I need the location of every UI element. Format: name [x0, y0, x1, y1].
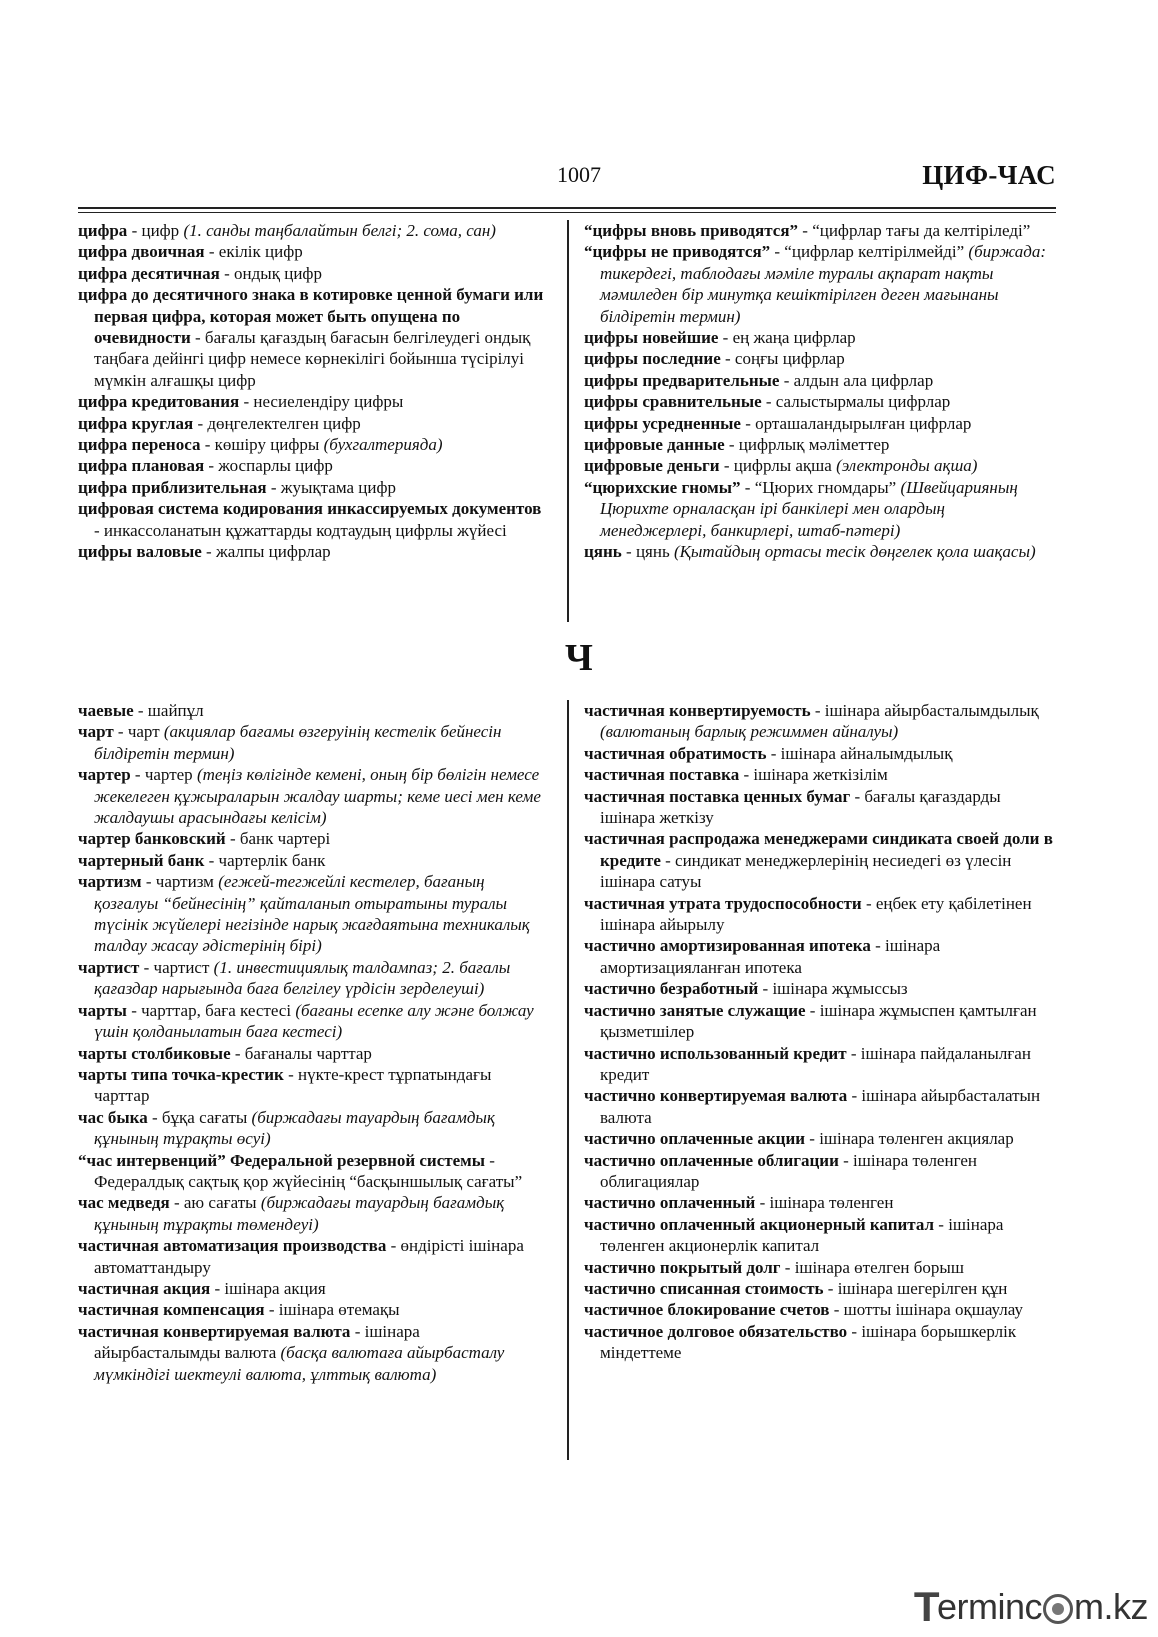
entry-note: (егжей-тегжейлі кестелер, бағаның қозғалуы “бейнесінің” қайталанып отыратыны туралы түсінік жүйелері негізінде нарық жағдаятына техникалық талдау жасау әдістерінің бірі): [94, 872, 530, 956]
entry-translation: - жалпы цифрлар: [201, 542, 331, 562]
entry-note: (акциялар бағамы өзгеруінің кестелік бейнесін білдіретін термин): [94, 722, 502, 763]
entry-term: цифры усредненные: [584, 413, 741, 433]
entry-note: (Қытайдың ортасы тесік дөңгелек қола шақасы): [673, 542, 1036, 562]
entry-term: час быка: [78, 1107, 148, 1127]
entry-translation: - чартизм: [141, 872, 219, 892]
bottom-left-column: [78, 700, 544, 1385]
entry-term: частичная утрата трудоспособности: [584, 893, 862, 913]
dictionary-entry: [584, 1321, 1054, 1364]
dictionary-entry: [584, 1192, 1054, 1213]
entry-note: (1. инвестициялық талдампаз; 2. бағалы қағаздар нарығында баға белгілеу үрдісін зерделеуші): [94, 957, 511, 999]
entry-translation: - бұқа сағаты: [147, 1107, 252, 1127]
dictionary-entry: [584, 828, 1054, 892]
entry-term: частично занятые служащие: [584, 1000, 806, 1020]
entry-translation: - салыстырмалы цифрлар: [761, 392, 951, 412]
entry-term: цифры сравнительные: [584, 392, 762, 412]
entry-note: (биржадағы тауардың бағамдық құнының тұрақты төмендеуі): [94, 1193, 505, 1234]
entry-translation: - ішінара айырбасталымды валюта: [94, 1321, 420, 1363]
dictionary-entry: [584, 391, 1054, 412]
section-letter: Ч: [565, 637, 593, 679]
dictionary-entry: [78, 477, 544, 498]
entry-translation: - ішінара борышкерлік міндеттеме: [600, 1321, 1017, 1363]
entry-term: частично списанная стоимость: [584, 1278, 824, 1298]
dictionary-entry: [78, 1321, 544, 1385]
dictionary-entry: [584, 370, 1054, 391]
dictionary-entry: [78, 828, 544, 849]
entry-translation: - шайпұл: [133, 701, 204, 720]
dictionary-entry: [78, 850, 544, 871]
entry-term: “цифры вновь приводятся”: [584, 221, 799, 240]
entry-term: частичная конвертируемая валюта: [78, 1321, 351, 1341]
entry-term: частичная конвертируемость: [584, 701, 811, 720]
dictionary-entry: [584, 1214, 1054, 1257]
entry-translation: - “цифрлар келтірілмейді”: [770, 242, 969, 262]
dictionary-entry: [584, 935, 1054, 978]
entry-translation: - “Цюрих гномдары”: [740, 477, 901, 497]
entry-note: (теңіз көлігінде кемені, оның бір бөлігін немесе жекелеген құжыраларын жалдау шарты; кеме иесі мен кеме жалдаушы арасындағы келісім): [94, 765, 541, 828]
dictionary-entry: [78, 1299, 544, 1320]
entry-term: цянь: [584, 542, 622, 562]
entry-term: цифра переноса: [78, 435, 201, 455]
header-rule: [78, 207, 1056, 209]
entry-translation: - шотты ішінара оқшаулау: [829, 1300, 1023, 1320]
dictionary-entry: [584, 241, 1054, 327]
entry-translation: - несиелендіру цифры: [239, 392, 404, 412]
dictionary-entry: [584, 220, 1054, 241]
entry-term: цифры новейшие: [584, 328, 719, 348]
dictionary-entry: [78, 391, 544, 412]
entry-note: (бағаны есепке алу және болжау үшін қолданылатын баға кестесі): [94, 1000, 534, 1042]
entry-note: (биржада: тикердегі, таблодағы мәміле туралы ақпарат нақты мәмиледен бір минутқа кешіктірілген деген мағынаны білдіретін термин): [600, 242, 1047, 326]
entry-term: частично оплаченный: [584, 1193, 756, 1213]
entry-translation: - цифрлық мәліметтер: [724, 435, 890, 455]
dictionary-entry: [78, 220, 544, 241]
entry-translation: - ішінара төленген облигациялар: [600, 1150, 977, 1191]
entry-translation: - көшіру цифры: [200, 435, 324, 455]
dictionary-entry: [584, 1299, 1054, 1320]
entry-translation: - ішінара жеткізілім: [739, 765, 888, 785]
top-right-column: [584, 220, 1054, 563]
entry-translation: - “цифрлар тағы да келтіріледі”: [798, 221, 1031, 240]
entry-translation: - ішінара айналымдылық: [766, 743, 953, 763]
dictionary-entry: [584, 978, 1054, 999]
dictionary-entry: [78, 721, 544, 764]
entry-term: цифра до десятичного знака в котировке ценной бумаги или первая цифра, которая может быть опущена по очевидности: [78, 285, 544, 348]
entry-term: цифра приблизительная: [78, 477, 267, 497]
dictionary-entry: [584, 1150, 1054, 1193]
entry-term: чартизм: [78, 872, 142, 892]
entry-translation: - аю сағаты: [169, 1193, 261, 1213]
dictionary-entry: [78, 498, 544, 541]
entry-term: частичная обратимость: [584, 743, 767, 763]
dictionary-entry: [78, 413, 544, 434]
entry-term: цифровые деньги: [584, 456, 720, 476]
entry-term: чартер банковский: [78, 829, 226, 849]
entry-note: (Швейцарияның Цюрихте орналасқан ірі банкілері мен олардың менеджерлері, банкирлері, штаб-пәтері): [600, 477, 1018, 540]
dictionary-entry: [78, 434, 544, 455]
entry-translation: - ішінара төленген акционерлік капитал: [600, 1214, 1004, 1256]
entry-translation: - бағаналы чарттар: [230, 1043, 372, 1063]
entry-term: цифры предварительные: [584, 370, 780, 390]
entry-translation: - ішінара өтемақы: [264, 1300, 400, 1320]
dictionary-entry: [584, 893, 1054, 936]
entry-translation: - чарттар, баға кестесі: [126, 1000, 296, 1020]
entry-note: (бухгалтерияда): [323, 435, 443, 455]
entry-translation: - орташаландырылған цифрлар: [740, 413, 972, 433]
entry-term: частичная компенсация: [78, 1300, 265, 1320]
dictionary-entry: [584, 455, 1054, 476]
entry-note: (валютаның барлық режиммен айналуы): [600, 722, 899, 742]
entry-term: цифра круглая: [78, 413, 194, 433]
dictionary-entry: [584, 1128, 1054, 1149]
entry-term: частичная акция: [78, 1278, 211, 1298]
entry-translation: - ондық цифр: [219, 263, 322, 283]
dictionary-entry: [78, 284, 544, 391]
entry-term: цифры последние: [584, 349, 721, 369]
entry-translation: - нүкте-крест тұрпатындағы чарттар: [94, 1064, 492, 1106]
entry-translation: - жуықтама цифр: [266, 477, 396, 497]
entry-note: (биржадағы тауардың бағамдық құнының тұрақты өсуі): [94, 1107, 495, 1149]
entry-translation: - ішінара пайдаланылған кредит: [600, 1043, 1031, 1084]
dictionary-entry: [584, 786, 1054, 829]
dictionary-entry: [78, 1064, 544, 1107]
bottom-right-column: [584, 700, 1054, 1364]
entry-translation: - жоспарлы цифр: [204, 456, 333, 476]
entry-translation: - соңғы цифрлар: [720, 349, 845, 369]
entry-term: чартерный банк: [78, 850, 205, 870]
entry-term: цифра: [78, 221, 128, 240]
dictionary-entry: [584, 413, 1054, 434]
entry-translation: - ішінара жұмыспен қамтылған қызметшілер: [600, 1000, 1037, 1042]
entry-translation: - бағалы қағаздың бағасын белгілеудегі ондық таңбаға дейінгі цифр немесе көрнекілігі бойынша түсірілуі мүмкін алғашқы цифр: [94, 328, 531, 390]
entry-term: частично использованный кредит: [584, 1043, 847, 1063]
entry-term: цифра кредитования: [78, 392, 240, 412]
entry-term: частично конвертируемая валюта: [584, 1086, 848, 1106]
entry-translation: - бағалы қағаздарды ішінара жеткізу: [600, 786, 1001, 828]
dictionary-entry: [78, 1043, 544, 1064]
entry-term: частичная поставка ценных бумаг: [584, 786, 851, 806]
dictionary-entry: [78, 263, 544, 284]
entry-term: частичное долговое обязательство: [584, 1321, 848, 1341]
dictionary-entry: [584, 1043, 1054, 1086]
entry-term: “час интервенций” Федеральной резервной системы: [78, 1150, 486, 1170]
entry-translation: - чартист: [139, 957, 214, 977]
entry-translation: - ішінара айырбасталатын валюта: [600, 1086, 1041, 1127]
entry-translation: - алдын ала цифрлар: [779, 370, 934, 390]
entry-term: цифра десятичная: [78, 263, 220, 283]
entry-translation: - ішінара айырбасталымдылық: [810, 701, 1039, 720]
entry-translation: - чартерлік банк: [204, 850, 326, 870]
entry-translation: - ішінара акция: [210, 1278, 326, 1298]
entry-term: “цифры не приводятся”: [584, 242, 771, 262]
dictionary-entry: [78, 1192, 544, 1235]
entry-term: чартер: [78, 765, 131, 785]
entry-translation: - ішінара төленген: [755, 1193, 894, 1213]
entry-note: (электронды ақша): [836, 456, 978, 476]
entry-note: (басқа валютаға айырбасталу мүмкіндігі шектеулі валюта, ұлттық валюта): [94, 1343, 505, 1384]
entry-term: частичная автоматизация производства: [78, 1236, 387, 1256]
dictionary-entry: [584, 541, 1054, 562]
dictionary-entry: [584, 700, 1054, 743]
entry-translation: - чарт: [113, 722, 164, 742]
entry-translation: - цифр: [127, 221, 184, 240]
entry-term: цифры валовые: [78, 542, 202, 562]
entry-term: цифра плановая: [78, 456, 205, 476]
dictionary-entry: [78, 455, 544, 476]
entry-term: час медведя: [78, 1193, 170, 1213]
entry-translation: - дөңгелектелген цифр: [193, 413, 361, 433]
entry-term: частично оплаченные облигации: [584, 1150, 839, 1170]
dictionary-entry: [78, 700, 544, 721]
dictionary-entry: [584, 764, 1054, 785]
entry-translation: - чартер: [130, 765, 197, 785]
dictionary-entry: [584, 477, 1054, 541]
column-divider-bottom: [567, 700, 569, 1460]
entry-translation: - ішінара төленген акциялар: [805, 1129, 1014, 1149]
entry-translation: - банк чартері: [225, 829, 331, 849]
dictionary-entry: [78, 241, 544, 262]
dictionary-entry: [78, 1278, 544, 1299]
entry-term: цифра двоичная: [78, 242, 205, 262]
header-rule-thin: [78, 212, 1056, 213]
entry-translation: - цифрлы ақша: [719, 456, 837, 476]
column-divider-top: [567, 220, 569, 622]
entry-note: (1. санды таңбалайтын белгі; 2. сома, сан): [183, 221, 496, 240]
entry-translation: - еңбек ету қабілетінен ішінара айырылу: [600, 893, 1032, 935]
entry-translation: - цянь: [621, 542, 674, 562]
running-head: ЦИФ-ЧАС: [922, 160, 1056, 190]
entry-term: цифровая система кодирования инкассируемых документов: [78, 499, 542, 519]
dictionary-entry: [584, 348, 1054, 369]
dictionary-entry: [78, 1235, 544, 1278]
dictionary-entry: [78, 1150, 544, 1193]
entry-term: частично оплаченные акции: [584, 1129, 806, 1149]
entry-term: частично оплаченный акционерный капитал: [584, 1214, 935, 1234]
entry-term: чарты типа точка-крестик: [78, 1064, 284, 1084]
termincom-logo: T erminc m.kz: [913, 1583, 1148, 1630]
dictionary-entry: [78, 1107, 544, 1150]
dictionary-entry: [78, 1000, 544, 1043]
entry-term: чартист: [78, 957, 140, 977]
entry-translation: - ішінара өтелген борыш: [780, 1257, 964, 1277]
entry-term: частичная распродажа менеджерами синдиката своей доли в кредите: [584, 829, 1053, 870]
entry-term: чарты: [78, 1000, 127, 1020]
entry-translation: - өндірісті ішінара автоматтандыру: [94, 1236, 524, 1277]
entry-translation: - синдикат менеджерлерінің несиедегі өз үлесін ішінара сатуы: [600, 850, 1012, 892]
dictionary-entry: [584, 743, 1054, 764]
dictionary-entry: [78, 764, 544, 828]
dictionary-entry: [584, 1000, 1054, 1043]
entry-term: цифровые данные: [584, 435, 725, 455]
entry-term: частично покрытый долг: [584, 1257, 781, 1277]
entry-translation: - ішінара жұмыссыз: [758, 979, 908, 999]
entry-translation: - Федералдық сақтық қор жүйесінің “басқыншылық сағаты”: [94, 1150, 523, 1191]
entry-translation: - инкассоланатын құжаттарды кодтаудың цифрлы жүйесі: [94, 520, 507, 540]
entry-term: частичная поставка: [584, 765, 740, 785]
entry-term: чарты столбиковые: [78, 1043, 231, 1063]
dictionary-entry: [78, 957, 544, 1000]
dictionary-entry: [584, 327, 1054, 348]
entry-term: “цюрихские гномы”: [584, 477, 741, 497]
entry-translation: - ішінара амортизацияланған ипотека: [600, 936, 941, 977]
dictionary-entry: [78, 541, 544, 562]
top-left-column: [78, 220, 544, 563]
dictionary-entry: [584, 1085, 1054, 1128]
entry-translation: - ішінара шегерілген құн: [823, 1278, 1008, 1298]
page-number: 1007: [557, 162, 601, 187]
dictionary-entry: [584, 434, 1054, 455]
dictionary-entry: [584, 1257, 1054, 1278]
entry-translation: - ең жаңа цифрлар: [718, 328, 856, 348]
entry-term: чарт: [78, 722, 114, 742]
entry-term: частичное блокирование счетов: [584, 1300, 830, 1320]
entry-term: чаевые: [78, 701, 134, 720]
dictionary-entry: [584, 1278, 1054, 1299]
logo-circle-icon: [1043, 1594, 1073, 1624]
entry-term: частично амортизированная ипотека: [584, 936, 871, 956]
entry-translation: - екілік цифр: [204, 242, 303, 262]
entry-term: частично безработный: [584, 979, 759, 999]
dictionary-entry: [78, 871, 544, 957]
